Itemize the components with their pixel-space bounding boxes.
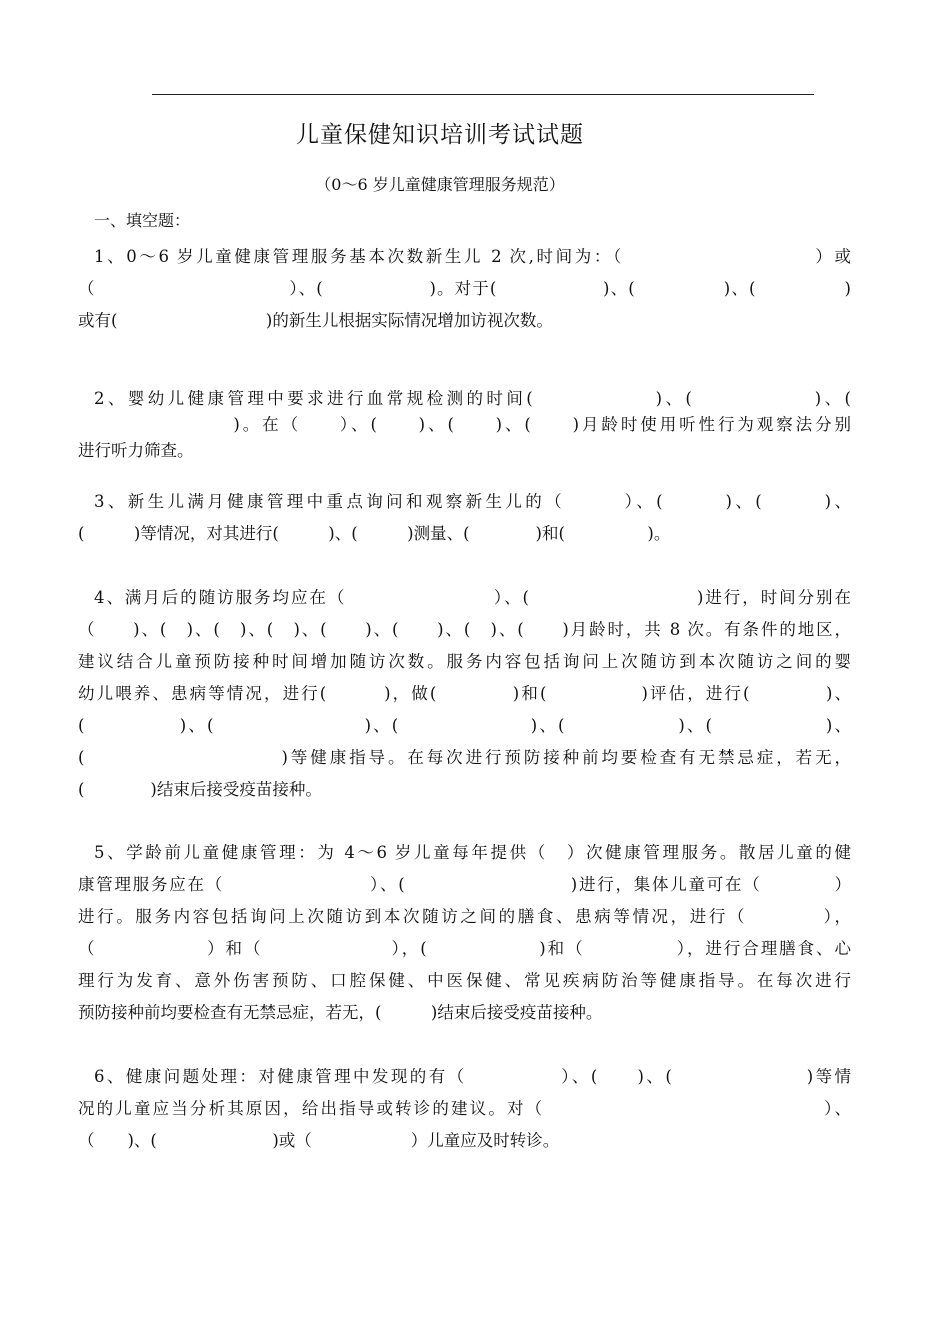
question-4 [78, 582, 851, 806]
question-line: 4、满月后的随访服务均应在（ ）、( )进行，时间分别在 [94, 588, 851, 607]
question-line: 3、新生儿满月健康管理中重点询问和观察新生儿的（ ）、( )、( )、 [94, 492, 851, 511]
page-title: 儿童保健知识培训考试试题 [296, 122, 584, 148]
question-6 [78, 1061, 851, 1157]
question-line: 进行听力筛查。 [78, 441, 194, 460]
question-line: 建议结合儿童预防接种时间增加随访次数。服务内容包括询问上次随访到本次随访之间的婴 [78, 652, 851, 671]
question-line: ( )结束后接受疫苗接种。 [78, 780, 322, 799]
question-line: （ )、( )或（ ）儿童应及时转诊。 [78, 1131, 560, 1150]
question-line: 况的儿童应当分析其原因，给出指导或转诊的建议。对（ ）、 [78, 1099, 851, 1118]
question-line: 预防接种前均要检查有无禁忌症，若无，( )结束后接受疫苗接种。 [78, 1003, 603, 1022]
question-line: 5、学龄前儿童健康管理：为 4～6 岁儿童每年提供（ ）次健康管理服务。散居儿童的健 [94, 843, 851, 862]
section-heading: 一、填空题： [94, 211, 191, 230]
question-2 [78, 386, 851, 464]
question-line: 康管理服务应在（ ）、( )进行，集体儿童可在（ ） [78, 875, 851, 894]
question-line: 幼儿喂养、患病等情况，进行( )，做( )和( )评估，进行( )、 [78, 684, 851, 703]
question-line: 理行为发育、意外伤害预防、口腔保健、中医保健、常见疾病防治等健康指导。在每次进行 [78, 971, 851, 990]
question-line: 进行。服务内容包括询问上次随访到本次随访之间的膳食、患病等情况，进行（ ）， [78, 907, 851, 926]
question-line: （ )、( )、( )、( )、( )、( )、( )、( )月龄时，共 8 次。有条件的地区， [78, 620, 851, 639]
question-line: 6、健康问题处理：对健康管理中发现的有（ ）、( )、( )等情 [94, 1067, 851, 1086]
question-5 [78, 837, 851, 1029]
question-line: )。在（ ）、( )、( )、( )月龄时使用听性行为观察法分别 [78, 415, 851, 434]
question-line: ( )等健康指导。在每次进行预防接种前均要检查有无禁忌症，若无， [78, 748, 851, 767]
question-line: ( )等情况，对其进行( )、( )测量、( )和( )。 [78, 524, 671, 543]
page-subtitle: （0～6 岁儿童健康管理服务规范） [315, 175, 565, 194]
question-line: 或有( )的新生儿根据实际情况增加访视次数。 [78, 311, 553, 330]
question-1 [78, 241, 851, 337]
question-line: 2、婴幼儿健康管理中要求进行血常规检测的时间( )、( )、( [94, 389, 851, 408]
question-line: ( )、( )、( )、( )、( )、 [78, 716, 851, 735]
header-rule [152, 94, 814, 95]
question-line: 1、0～6 岁儿童健康管理服务基本次数新生儿 2 次,时间为：（ ）或 [94, 247, 851, 266]
question-line: （ ）、( )。对于( )、( )、( ) [78, 279, 851, 298]
question-line: （ ）和（ ），( )和（ ），进行合理膳食、心 [78, 939, 851, 958]
question-3 [78, 486, 851, 550]
